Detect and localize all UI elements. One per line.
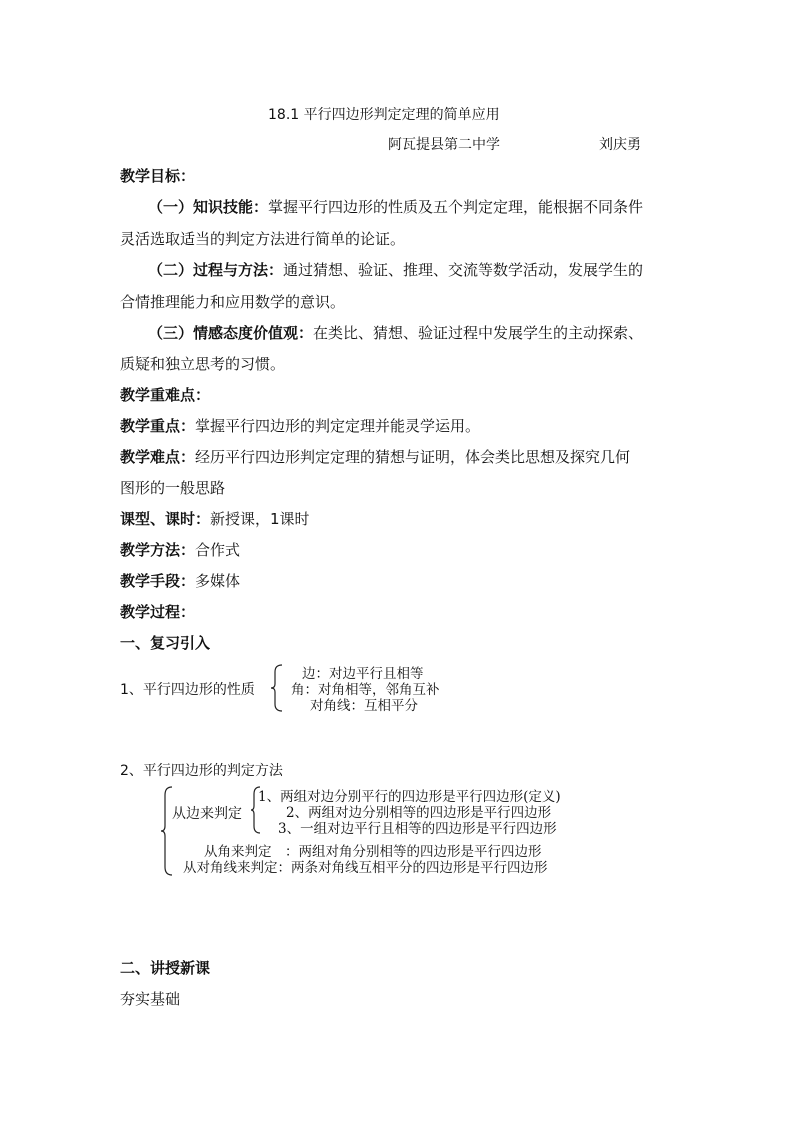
course-type-label: 课型、课时：: [120, 510, 211, 528]
document-title: 18.1 平行四边形判定定理的简单应用: [268, 107, 500, 123]
means-row: [120, 570, 240, 591]
objective-text: 在类比、猜想、验证过程中发展学生的主动探索、: [313, 324, 644, 342]
objective-label: （三）情感态度价值观：: [148, 324, 314, 342]
focus-text: 掌握平行四边形的判定定理并能灵学运用。: [195, 417, 481, 435]
objective-label: （一）知识技能：: [148, 198, 269, 216]
properties-label: 1、平行四边形的性质: [120, 682, 255, 698]
objective-text-continued: 灵活选取适当的判定方法进行简单的论证。: [120, 230, 406, 248]
objective-attitude: [148, 322, 643, 343]
objective-label: （二）过程与方法：: [148, 261, 284, 279]
section2-heading: 二、讲授新课: [120, 959, 211, 977]
author-name: 刘庆勇: [599, 137, 641, 153]
criteria-diagonal-label: 从对角线来判定：: [183, 860, 291, 876]
difficulty-row: [120, 446, 630, 467]
course-type-row: [120, 508, 310, 529]
criteria-angle-text: 两组对角分别相等的四边形是平行四边形: [298, 844, 542, 860]
left-brace-icon: [160, 786, 174, 876]
focus-label: 教学重点：: [120, 417, 196, 435]
focus-row: [120, 415, 480, 436]
school-name: 阿瓦提县第二中学: [388, 137, 500, 153]
means-text: 多媒体: [195, 572, 241, 590]
criteria-side-item: 1、两组对边分别平行的四边形是平行四边形(定义): [258, 789, 561, 805]
keypoints-heading: 教学重难点：: [120, 386, 211, 404]
process-heading: 教学过程：: [120, 603, 196, 621]
course-type-text: 新授课，1课时: [210, 510, 310, 528]
objective-process: [148, 259, 643, 280]
method-label: 教学方法：: [120, 541, 196, 559]
objective-text: 通过猜想、验证、推理、交流等数学活动，发展学生的: [283, 261, 644, 279]
criteria-side-item: 2、两组对边分别相等的四边形是平行四边形: [286, 805, 552, 821]
difficulty-label: 教学难点：: [120, 448, 196, 466]
section1-heading: 一、复习引入: [120, 634, 211, 652]
objective-text-continued: 质疑和独立思考的习惯。: [120, 355, 286, 373]
method-text: 合作式: [195, 541, 241, 559]
criteria-diagonal-text: 两条对角线互相平分的四边形是平行四边形: [291, 860, 548, 876]
criteria-angle-label: 从角来判定 ：: [204, 844, 299, 860]
criteria-side-item: 3、一组对边平行且相等的四边形是平行四边形: [278, 821, 557, 837]
objective-text-continued: 合情推理能力和应用数学的意识。: [120, 293, 346, 311]
property-sides: 边：对边平行且相等: [302, 666, 424, 682]
difficulty-text: 经历平行四边形判定定理的猜想与证明，体会类比思想及探究几何: [195, 448, 631, 466]
objective-knowledge: [148, 196, 643, 217]
difficulty-text-continued: 图形的一般思路: [120, 479, 226, 497]
criteria-side-label: 从边来判定: [172, 806, 242, 822]
section2-subheading: 夯实基础: [120, 990, 181, 1008]
left-brace-icon: [270, 664, 284, 712]
objectives-heading: 教学目标：: [120, 167, 196, 185]
method-row: [120, 539, 240, 560]
objective-text: 掌握平行四边形的性质及五个判定定理，能根据不同条件: [268, 198, 644, 216]
property-angles: 角：对角相等，邻角互补: [291, 682, 440, 698]
means-label: 教学手段：: [120, 572, 196, 590]
criteria-label: 2、平行四边形的判定方法: [120, 763, 283, 779]
criteria-diagonal-row: [183, 856, 548, 876]
property-diagonals: 对角线：互相平分: [310, 698, 418, 714]
